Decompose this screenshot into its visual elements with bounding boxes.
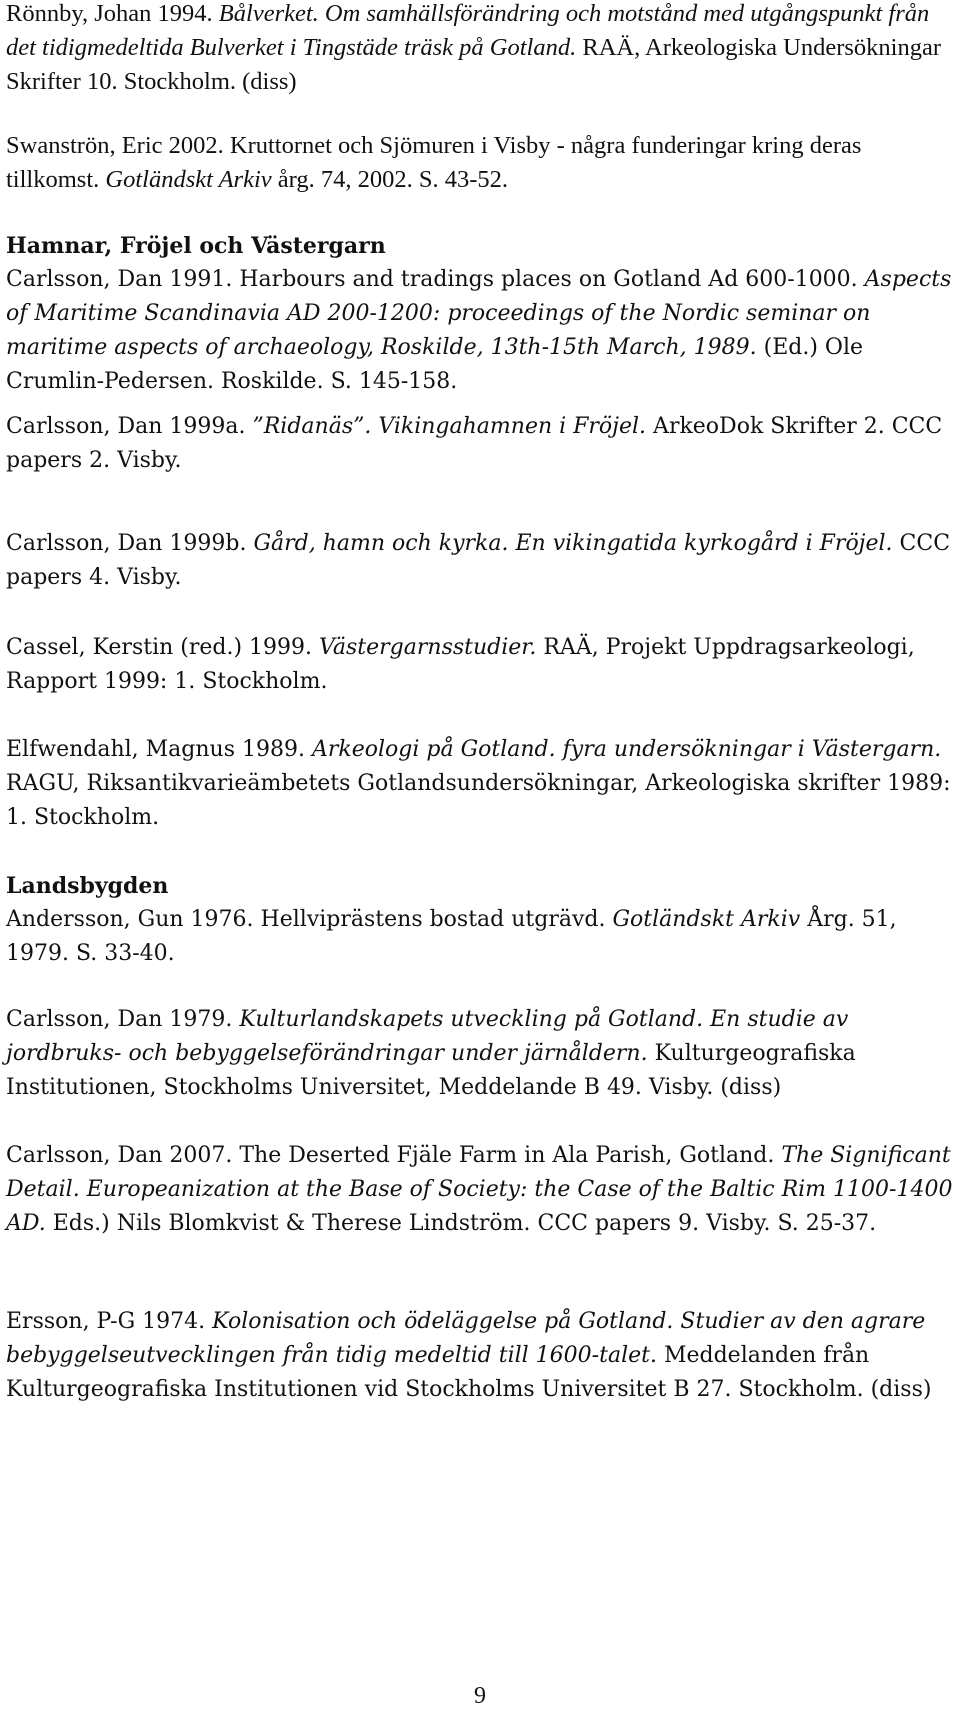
reference-entry bbox=[6, 1139, 954, 1241]
reference-title: Arkeologi på Gotland. fyra undersökningar i Västergarn. bbox=[311, 737, 942, 762]
section-heading: Landsbygden bbox=[6, 873, 169, 899]
reference-text: Carlsson, Dan 1991. Harbours and tradings places on Gotland Ad 600-1000. bbox=[6, 267, 865, 292]
reference-entry bbox=[6, 903, 954, 971]
reference-text: Carlsson, Dan 1979. bbox=[6, 1007, 240, 1032]
reference-title: Gotländskt Arkiv bbox=[612, 907, 801, 932]
reference-text: Eds.) Nils Blomkvist & Therese Lindström. CCC papers 9. Visby. S. 25-37. bbox=[45, 1211, 877, 1236]
reference-text: Carlsson, Dan 1999a. bbox=[6, 414, 253, 439]
reference-text: Cassel, Kerstin (red.) 1999. bbox=[6, 635, 320, 660]
reference-entry bbox=[6, 527, 954, 595]
reference-text: Rönnby, Johan 1994. bbox=[6, 0, 219, 27]
reference-text: Kulturgeografiska Institutionen, Stockholms Universitet, Meddelande B 49. Visby. (diss) bbox=[6, 1041, 856, 1100]
reference-text: RAÄ, Projekt Uppdragsarkeologi, Rapport 1999: 1. Stockholm. bbox=[6, 635, 915, 694]
reference-text: ArkeoDok Skrifter 2. CCC papers 2. Visby. bbox=[6, 414, 943, 473]
reference-entry bbox=[6, 263, 954, 399]
reference-title: Kolonisation och ödeläggelse på Gotland. Studier av den agrare bebyggelseutvecklingen från tidig medeltid till 1600-talet. bbox=[6, 1309, 926, 1368]
reference-text: Carlsson, Dan 2007. The Deserted Fjäle Farm in Ala Parish, Gotland. bbox=[6, 1143, 782, 1168]
reference-entry bbox=[6, 631, 954, 699]
reference-text: Swanströn, Eric 2002. Kruttornet och Sjömuren i Visby - några funderingar kring deras tillkomst. bbox=[6, 132, 862, 193]
reference-entry bbox=[6, 0, 954, 99]
reference-text: Årg. 51, 1979. S. 33-40. bbox=[6, 907, 897, 966]
reference-text: RAÄ, Arkeologiska Undersökningar Skrifter 10. Stockholm. (diss) bbox=[6, 34, 941, 95]
reference-entry bbox=[6, 129, 954, 197]
reference-text: Carlsson, Dan 1999b. bbox=[6, 531, 254, 556]
page-number: 9 bbox=[474, 1683, 486, 1709]
reference-entry bbox=[6, 1003, 954, 1105]
reference-entry bbox=[6, 410, 954, 478]
reference-title: The Significant Detail. Europeanization at the Base of Society: the Case of the Baltic Rim 1100-1400 AD. bbox=[6, 1143, 953, 1236]
reference-title: Gotländskt Arkiv bbox=[105, 166, 272, 193]
reference-text: RAGU, Riksantikvarieämbetets Gotlandsundersökningar, Arkeologiska skrifter 1989: 1. Stockholm. bbox=[6, 771, 951, 830]
reference-text: Elfwendahl, Magnus 1989. bbox=[6, 737, 312, 762]
reference-text: Ersson, P-G 1974. bbox=[6, 1309, 213, 1334]
reference-title: Bålverket. Om samhällsförändring och motstånd med utgångspunkt från det tidigmedeltida Bulverket i Tingstäde träsk på Gotland. bbox=[6, 0, 930, 61]
reference-title: Västergarnsstudier. bbox=[319, 635, 537, 660]
reference-text: CCC papers 4. Visby. bbox=[6, 531, 951, 590]
reference-title: Gård, hamn och kyrka. En vikingatida kyrkogård i Fröjel. bbox=[253, 531, 893, 556]
reference-text: årg. 74, 2002. S. 43-52. bbox=[271, 166, 509, 193]
reference-entry bbox=[6, 733, 954, 835]
reference-title: Aspects of Maritime Scandinavia AD 200-1200: proceedings of the Nordic seminar on maritime aspects of archaeology, Roskilde, 13th-15th March, 1989. bbox=[6, 267, 952, 360]
reference-title: ”Ridanäs”. Vikingahamnen i Fröjel. bbox=[252, 414, 647, 439]
reference-entry bbox=[6, 1305, 954, 1407]
reference-text: Andersson, Gun 1976. Hellviprästens bostad utgrävd. bbox=[6, 907, 613, 932]
section-heading: Hamnar, Fröjel och Västergarn bbox=[6, 233, 386, 259]
reference-text: (Ed.) Ole Crumlin-Pedersen. Roskilde. S. 145-158. bbox=[6, 335, 864, 394]
reference-title: Kulturlandskapets utveckling på Gotland. En studie av jordbruks- och bebyggelseförändringar under järnåldern. bbox=[6, 1007, 849, 1066]
reference-text: Meddelanden från Kulturgeografiska Institutionen vid Stockholms Universitet B 27. Stockholm. (diss) bbox=[6, 1343, 932, 1402]
